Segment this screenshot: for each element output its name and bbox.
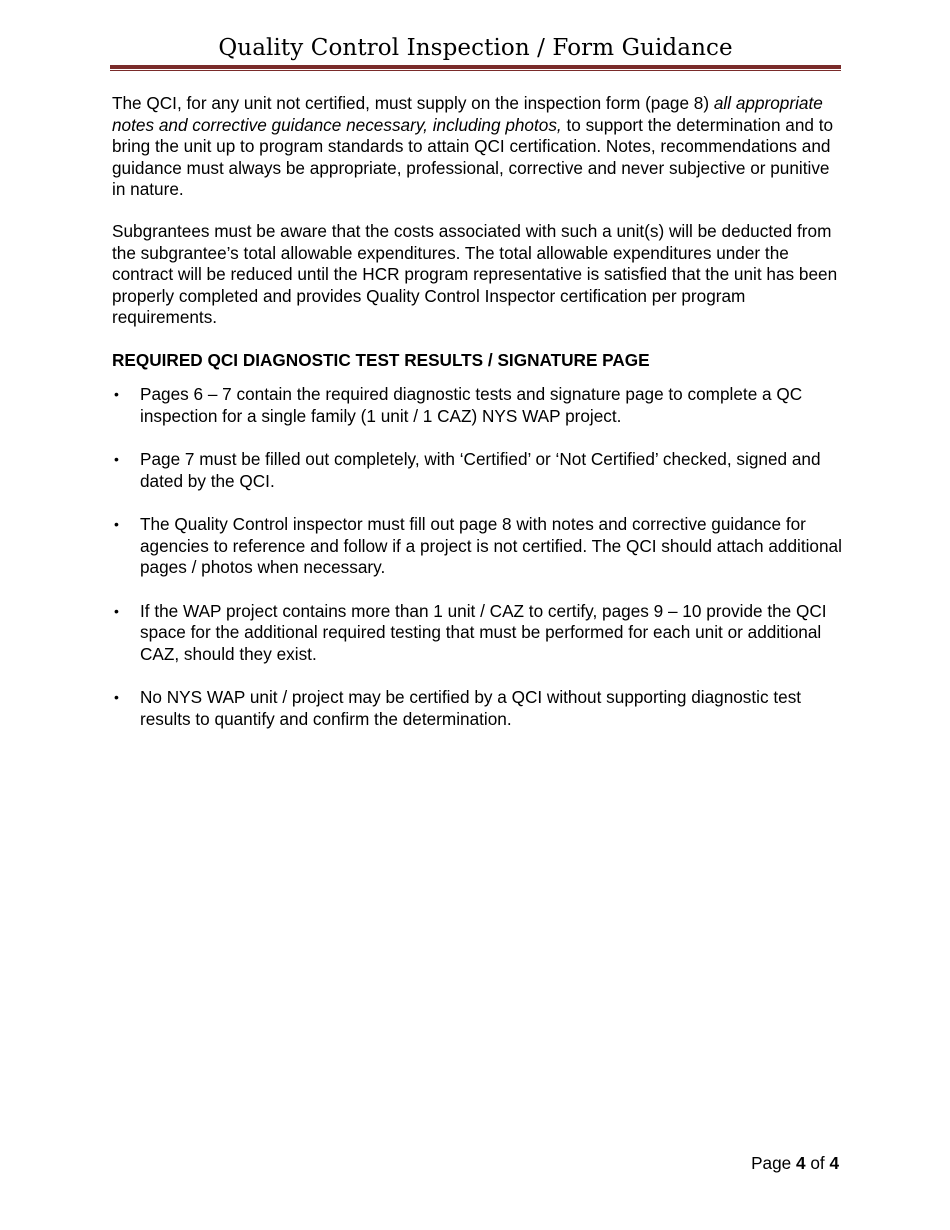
- list-item: [112, 687, 842, 730]
- paragraph-qci-notes-lead: The QCI, for any unit not certified, must supply on the inspection form (page 8): [112, 93, 714, 113]
- requirements-list: [112, 384, 842, 752]
- of-word: of: [805, 1153, 830, 1173]
- bullet-icon: •: [114, 386, 119, 402]
- list-item-text: If the WAP project contains more than 1 unit / CAZ to certify, pages 9 – 10 provide the QCI space for the additional required testing that must be performed for each unit or additional CAZ, should they exist.: [140, 600, 827, 664]
- paragraph-subgrantee-costs: [112, 221, 842, 329]
- bullet-icon: •: [114, 516, 119, 532]
- bullet-icon: •: [114, 602, 119, 619]
- list-item: [112, 384, 842, 427]
- list-item-text: Page 7 must be filled out completely, with ‘Certified’ or ‘Not Certified’ checked, signed and dated by the QCI.: [140, 449, 821, 491]
- page-number-footer: [751, 1153, 839, 1175]
- header-rule-thick: [110, 65, 841, 69]
- page-word: Page: [751, 1153, 796, 1173]
- section-heading: REQUIRED QCI DIAGNOSTIC TEST RESULTS / SIGNATURE PAGE: [112, 350, 650, 370]
- list-item: [112, 601, 842, 666]
- list-item: [112, 449, 842, 492]
- paragraph-subgrantee-costs-text: Subgrantees must be aware that the costs associated with such a unit(s) will be deducted from the subgrantee’s total allowable expenditures. The total allowable expenditures under the contract will be reduced until the HCR program representative is satisfied that the unit has been properly completed and provides Quality Control Inspector certification per program requirements.: [112, 221, 838, 327]
- paragraph-qci-notes-emphasis: all appropriate notes and corrective guidance necessary, including photos,: [112, 93, 823, 135]
- header-rule-thin: [110, 70, 841, 71]
- page-header-title: Quality Control Inspection / Form Guidance: [218, 35, 733, 61]
- paragraph-qci-notes-tail: to support the determination and to bring the unit up to program standards to attain QCI certification. Notes, recommendations and guidance must always be appropriate, professional, corrective and never subjective or punitive in nature.: [112, 114, 834, 199]
- bullet-icon: •: [114, 451, 119, 467]
- list-item-text: The Quality Control inspector must fill out page 8 with notes and corrective guidance for agencies to reference and follow if a project is not certified. The QCI should attach additional pages / photos when necessary.: [140, 514, 842, 577]
- list-item-text: Pages 6 – 7 contain the required diagnostic tests and signature page to complete a QC inspection for a single family (1 unit / 1 CAZ) NYS WAP project.: [140, 384, 803, 426]
- bullet-icon: •: [114, 689, 119, 705]
- list-item-text: No NYS WAP unit / project may be certified by a QCI without supporting diagnostic test results to quantify and confirm the determination.: [140, 687, 802, 729]
- list-item: [112, 514, 842, 579]
- paragraph-qci-notes: [112, 93, 842, 201]
- current-page-number: 4: [795, 1153, 806, 1173]
- total-page-count: 4: [829, 1153, 839, 1173]
